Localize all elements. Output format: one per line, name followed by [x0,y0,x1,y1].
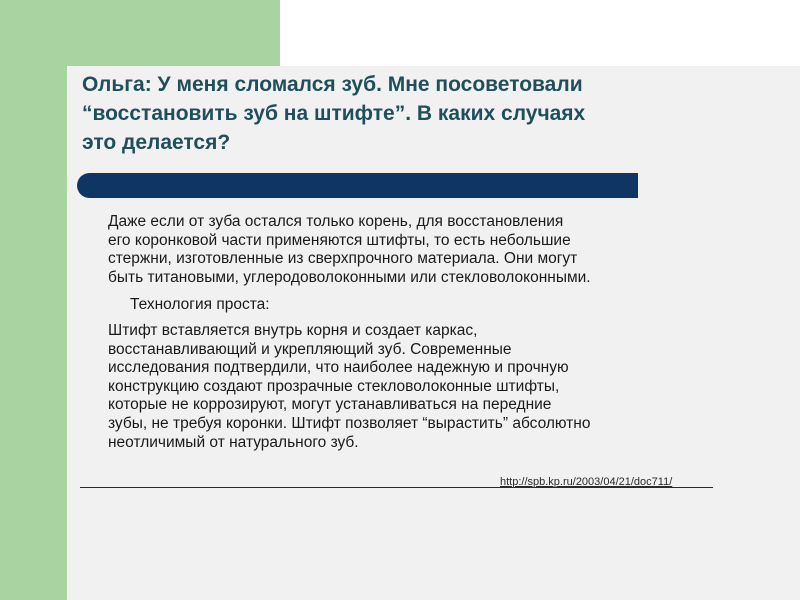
slide-title: Ольга: У меня сломался зуб. Мне посоветовали “восстановить зуб на штифте”. В каких случаях это делается? [82,73,586,154]
title-divider-bar [77,173,638,198]
green-accent-left [0,0,67,600]
paragraph-technology-heading: Технология проста: [130,296,270,313]
paragraph-intro: Даже если от зуба остался только корень, для восстановления его коронковой части применяются штифты, то есть небольшие стержни, изготовленные из сверхпрочного материала. Они могут быть титановыми, углеродоволоконными или стекловолоконными. [108,213,591,286]
paragraph-details: Штифт вставляется внутрь корня и создает каркас, восстанавливающий и укрепляющий зуб. Современные исследования подтвердили, что наиболее надежную и прочную конструкцию создают прозрачные стекловолоконные штифты, которые не коррозируют, могут устанавливаться на передние зубы, не требуя коронки. Штифт позволяет “вырастить” абсолютно неотличимый от натурального зуб. [108,322,591,451]
green-accent-top [67,0,280,66]
source-link[interactable]: http://spb.kp.ru/2003/04/21/doc711/ [500,476,673,488]
